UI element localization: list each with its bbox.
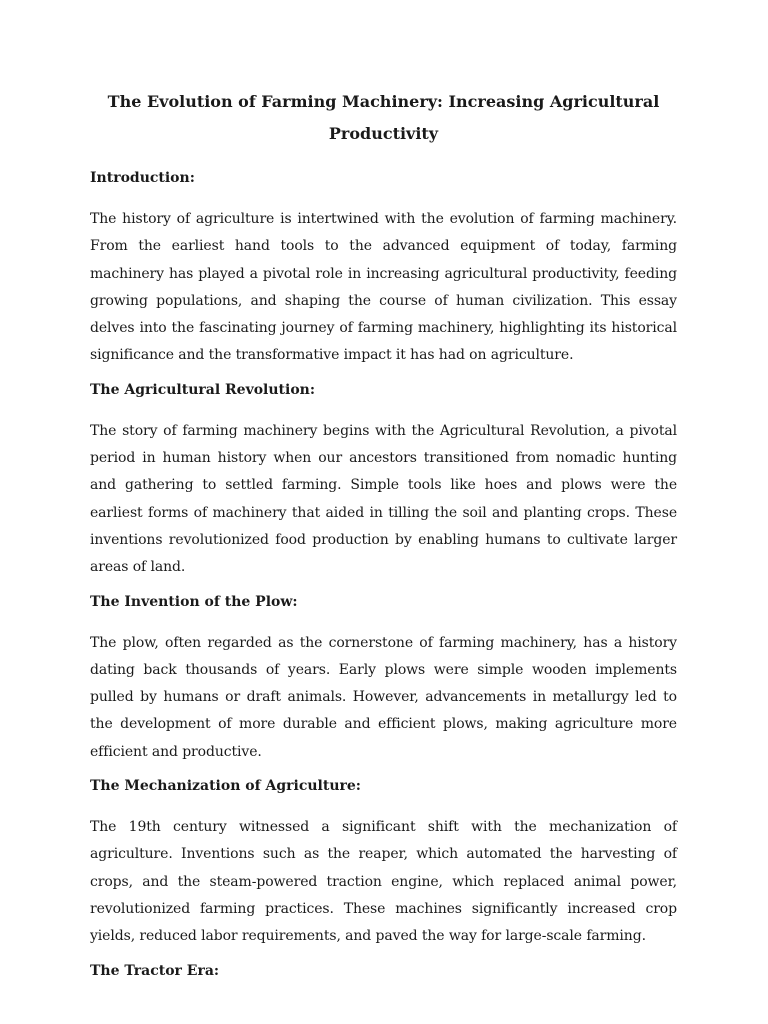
section-paragraph: The 19th century witnessed a significant shift with the mechanization of agriculture. Inventions such as the reaper, which automated the harvesting of crops, and the steam-powered traction engine, which replaced animal power, revolutionized farming practices. These machines significantly increased crop yields, reduced labor requirements, and paved the way for large-scale farming. — [90, 819, 677, 945]
section-heading: The Invention of the Plow: — [90, 593, 298, 610]
section-invention-of-plow — [90, 592, 677, 766]
section-introduction — [90, 168, 677, 370]
section-heading: The Agricultural Revolution: — [90, 381, 316, 398]
section-paragraph: The story of farming machinery begins with the Agricultural Revolution, a pivotal period in human history when our ancestors transitioned from nomadic hunting and gathering to settled farming. Simple tools like hoes and plows were the earliest forms of machinery that aided in tilling the soil and planting crops. These inventions revolutionized food production by enabling humans to cultivate larger areas of land. — [90, 422, 677, 576]
document-title: The Evolution of Farming Machinery: Increasing Agricultural Productivity — [107, 92, 660, 143]
section-agricultural-revolution — [90, 380, 677, 582]
section-heading: The Tractor Era: — [90, 962, 220, 979]
section-paragraph: The plow, often regarded as the cornerstone of farming machinery, has a history dating back thousands of years. Early plows were simple wooden implements pulled by humans or draft animals. However, advancements in metallurgy led to the development of more durable and efficient plows, making agriculture more efficient and productive. — [90, 634, 677, 760]
section-mechanization — [90, 776, 677, 950]
section-paragraph: The history of agriculture is intertwined with the evolution of farming machinery. From the earliest hand tools to the advanced equipment of today, farming machinery has played a pivotal role in increasing agricultural productivity, feeding growing populations, and shaping the course of human civilization. This essay delves into the fascinating journey of farming machinery, highlighting its historical significance and the transformative impact it has had on agriculture. — [90, 211, 677, 364]
document-page — [90, 86, 677, 999]
section-tractor-era — [90, 961, 677, 981]
section-heading: The Mechanization of Agriculture: — [90, 778, 361, 795]
section-heading: Introduction: — [90, 170, 195, 186]
